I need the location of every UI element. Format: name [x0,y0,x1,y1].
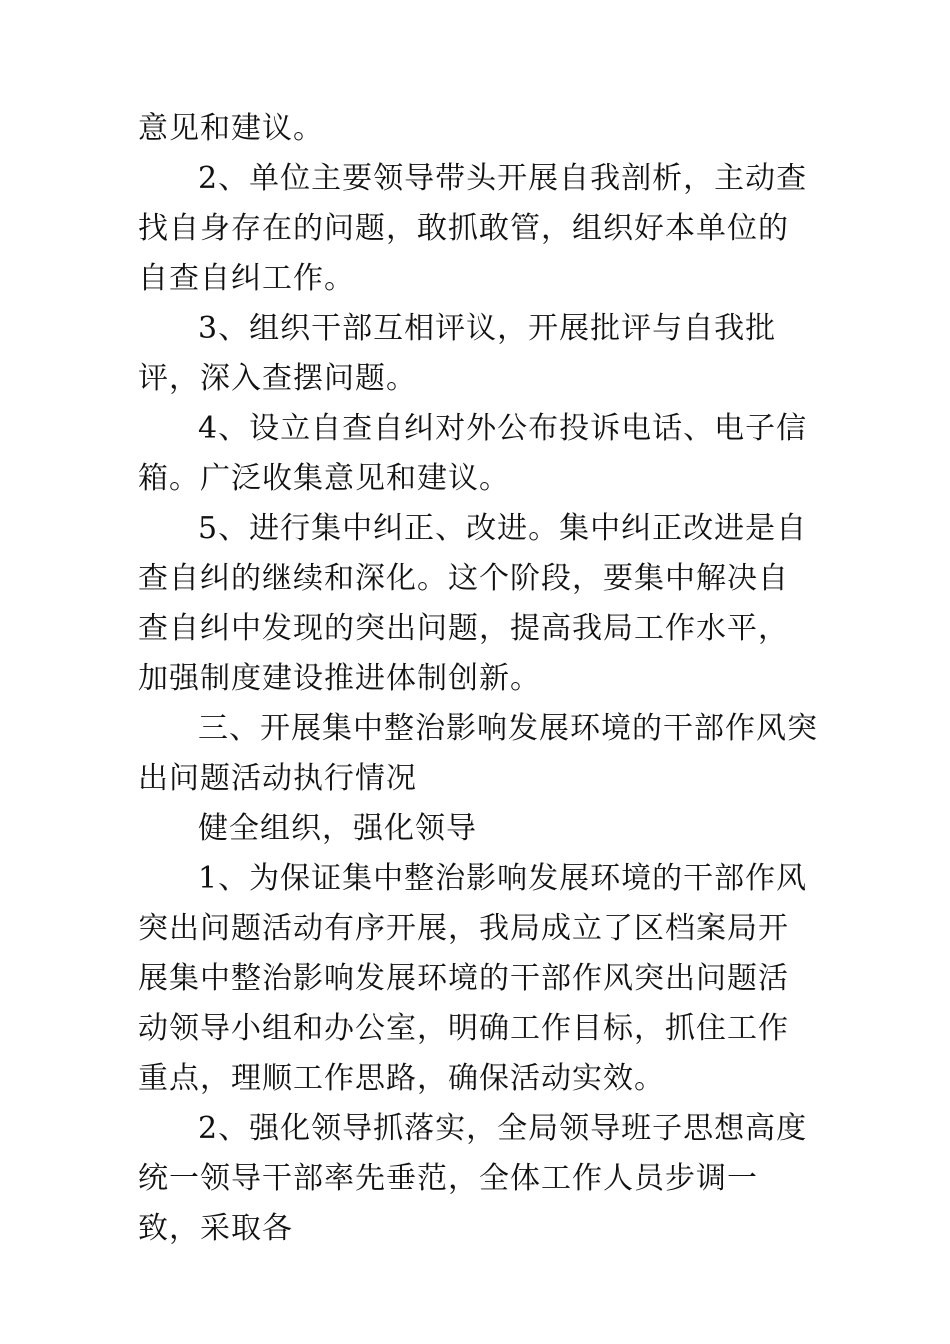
paragraph-item-2: 2、单位主要领导带头开展自我剖析，主动查找自身存在的问题，敢抓敢管，组织好本单位的自查自纠工作。 [138,161,808,296]
paragraph-item-3: 3、组织干部互相评议，开展批评与自我批评，深入查摆问题。 [138,311,777,396]
paragraph-item-2b: 2、强化领导抓落实，全局领导班子思想高度统一领导干部率先垂范，全体工作人员步调一致，采取各 [138,1111,808,1246]
paragraph-item-1: 1、为保证集中整治影响发展环境的干部作风突出问题活动有序开展，我局成立了区档案局开展集中整治影响发展环境的干部作风突出问题活动领导小组和办公室，明确工作目标，抓住工作重点，理顺工作思路，确保活动实效。 [138,861,808,1096]
section-heading-three: 三、开展集中整治影响发展环境的干部作风突出问题活动执行情况 [138,711,818,796]
document-body [138,104,818,1254]
subheading-organization: 健全组织，强化领导 [198,811,477,846]
paragraph-continuation: 意见和建议。 [138,111,324,146]
paragraph-item-4: 4、设立自查自纠对外公布投诉电话、电子信箱。广泛收集意见和建议。 [138,411,808,496]
paragraph-item-5: 5、进行集中纠正、改进。集中纠正改进是自查自纠的继续和深化。这个阶段，要集中解决自查自纠中发现的突出问题，提高我局工作水平，加强制度建设推进体制创新。 [138,511,808,696]
